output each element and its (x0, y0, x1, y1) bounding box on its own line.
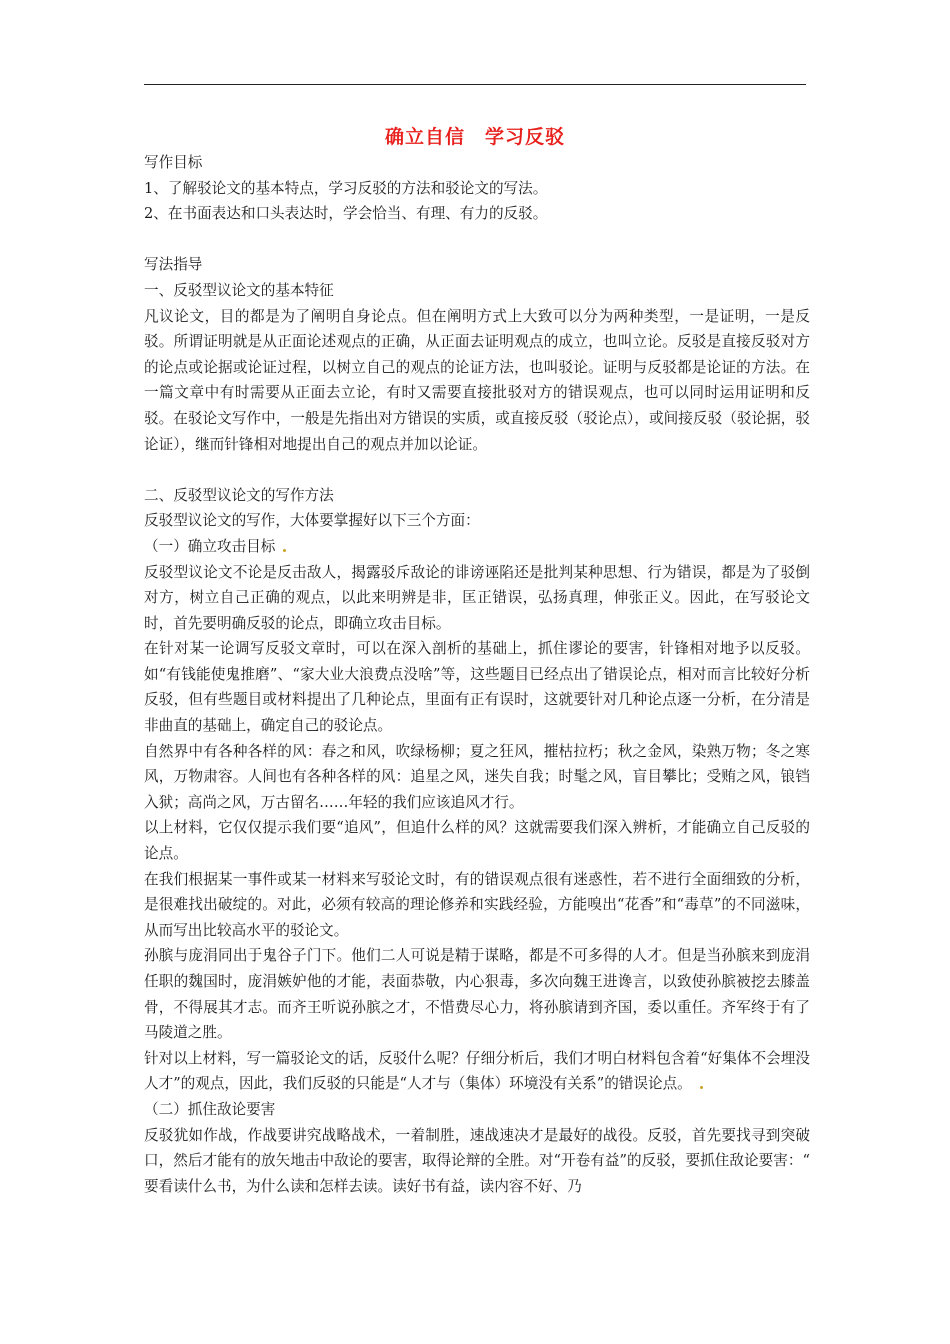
paragraph: 凡议论文，目的都是为了阐明自身论点。但在阐明方式上大致可以分为两种类型，一是证明，一是反驳。所谓证明就是从正面论述观点的正确，从正面去证明观点的成立，也叫立论。反驳是直接反驳对方的论点或论据或论证过程，以树立自己的观点的论证方法，也叫驳论。证明与反驳都是论证的方法。在一篇文章中有时需要从正面去立论，有时又需要直接批驳对方的错误观点，也可以同时运用证明和反驳。在驳论文写作中，一般是先指出对方错误的实质，或直接反驳（驳论点），或间接反驳（驳论据，驳论证），继而针锋相对地提出自己的观点并加以论证。 (144, 307, 810, 453)
paragraph: 反驳犹如作战，作战要讲究战略战术，一着制胜，速战速决才是最好的战役。反驳，首先要找寻到突破口，然后才能有的放矢地击中敌论的要害，取得论辩的全胜。对“开卷有益”的反驳，要抓住敌论要害：“ 要看读什么书，为什么读和怎样去读。读好书有益，读内容不好、乃 (144, 1126, 825, 1195)
spacer (144, 457, 810, 483)
paragraph: 以上材料，它仅仅提示我们要“追风”，但追什么样的风？这就需要我们深入辨析，才能确立自己反驳的论点。 (144, 819, 810, 863)
page-title: 确立自信 学习反驳 (384, 126, 565, 148)
guide-heading: 写法指导 (144, 256, 203, 274)
subsection-heading-text: （一）确立攻击目标 (144, 537, 276, 555)
document-body (144, 150, 825, 1199)
decorative-dot (283, 549, 286, 552)
subsection-heading: （二）抓住敌论要害 (144, 1100, 276, 1118)
goal-item: 2、在书面表达和口头表达时，学会恰当、有理、有力的反驳。 (144, 205, 548, 223)
paragraph: 孙膑与庞涓同出于鬼谷子门下。他们二人可说是精于谋略，都是不可多得的人才。但是当孙膑来到庞涓任职的魏国时，庞涓嫉妒他的才能，表面恭敬，内心狠毒，多次向魏王进谗言，以致使孙膑被挖去膝盖骨，不得展其才志。而齐王听说孙膑之才，不惜费尽心力，将孙膑请到齐国，委以重任。齐军终于有了马陵道之胜。 (144, 947, 810, 1042)
paragraph: 自然界中有各种各样的风：春之和风，吹绿杨柳；夏之狂风，摧枯拉朽；秋之金风，染熟万物；冬之寒风，万物肃容。人间也有各种各样的风：追星之风，迷失自我；时髦之风，盲目攀比；受贿之风，锒铛入狱；高尚之风，万古留名……年轻的我们应该追风才行。 (144, 742, 810, 811)
goals-heading: 写作目标 (144, 154, 203, 171)
paragraph: 反驳型议论文的写作，大体要掌握好以下三个方面： (144, 512, 480, 530)
spacer (144, 227, 810, 253)
section-heading: 一、反驳型议论文的基本特征 (144, 281, 334, 299)
decorative-dot (700, 1086, 703, 1089)
goal-item: 1、了解驳论文的基本特点，学习反驳的方法和驳论文的写法。 (144, 179, 548, 197)
paragraph: 在我们根据某一事件或某一材料来写驳论文时，有的错误观点很有迷惑性，若不进行全面细致的分析，是很难找出破绽的。对此，必须有较高的理论修养和实践经验，方能嗅出“花香”和“毒草”的不同滋味，从而写出比较高水平的驳论文。 (144, 870, 810, 939)
subsection-heading (144, 534, 810, 560)
paragraph (144, 1046, 810, 1097)
paragraph: 反驳型议论文不论是反击敌人，揭露驳斥敌论的诽谤诬陷还是批判某种思想、行为错误，都是为了驳倒对方，树立自己正确的观点，以此来明辨是非，匡正错误，弘扬真理，伸张正义。因此，在写驳论文时，首先要明确反驳的论点，即确立攻击目标。 (144, 563, 810, 632)
paragraph: 在针对某一论调写反驳文章时，可以在深入剖析的基础上，抓住谬论的要害，针锋相对地予以反驳。如“有钱能使鬼推磨”、“家大业大浪费点没啥”等，这些题目已经点出了错误论点，相对而言比较好分析反驳，但有些题目或材料提出了几种论点，里面有正有误时，这就要针对几种论点逐一分析，在分清是非曲直的基础上，确定自己的驳论点。 (144, 640, 810, 735)
header-rule (144, 84, 806, 85)
paragraph-text: 针对以上材料，写一篇驳论文的话，反驳什么呢？仔细分析后，我们才明白材料包含着“好集体不会埋没人才”的观点，因此，我们反驳的只能是“人才与（集体）环境没有关系”的错误论点。 (144, 1049, 810, 1093)
section-heading: 二、反驳型议论文的写作方法 (144, 486, 334, 504)
